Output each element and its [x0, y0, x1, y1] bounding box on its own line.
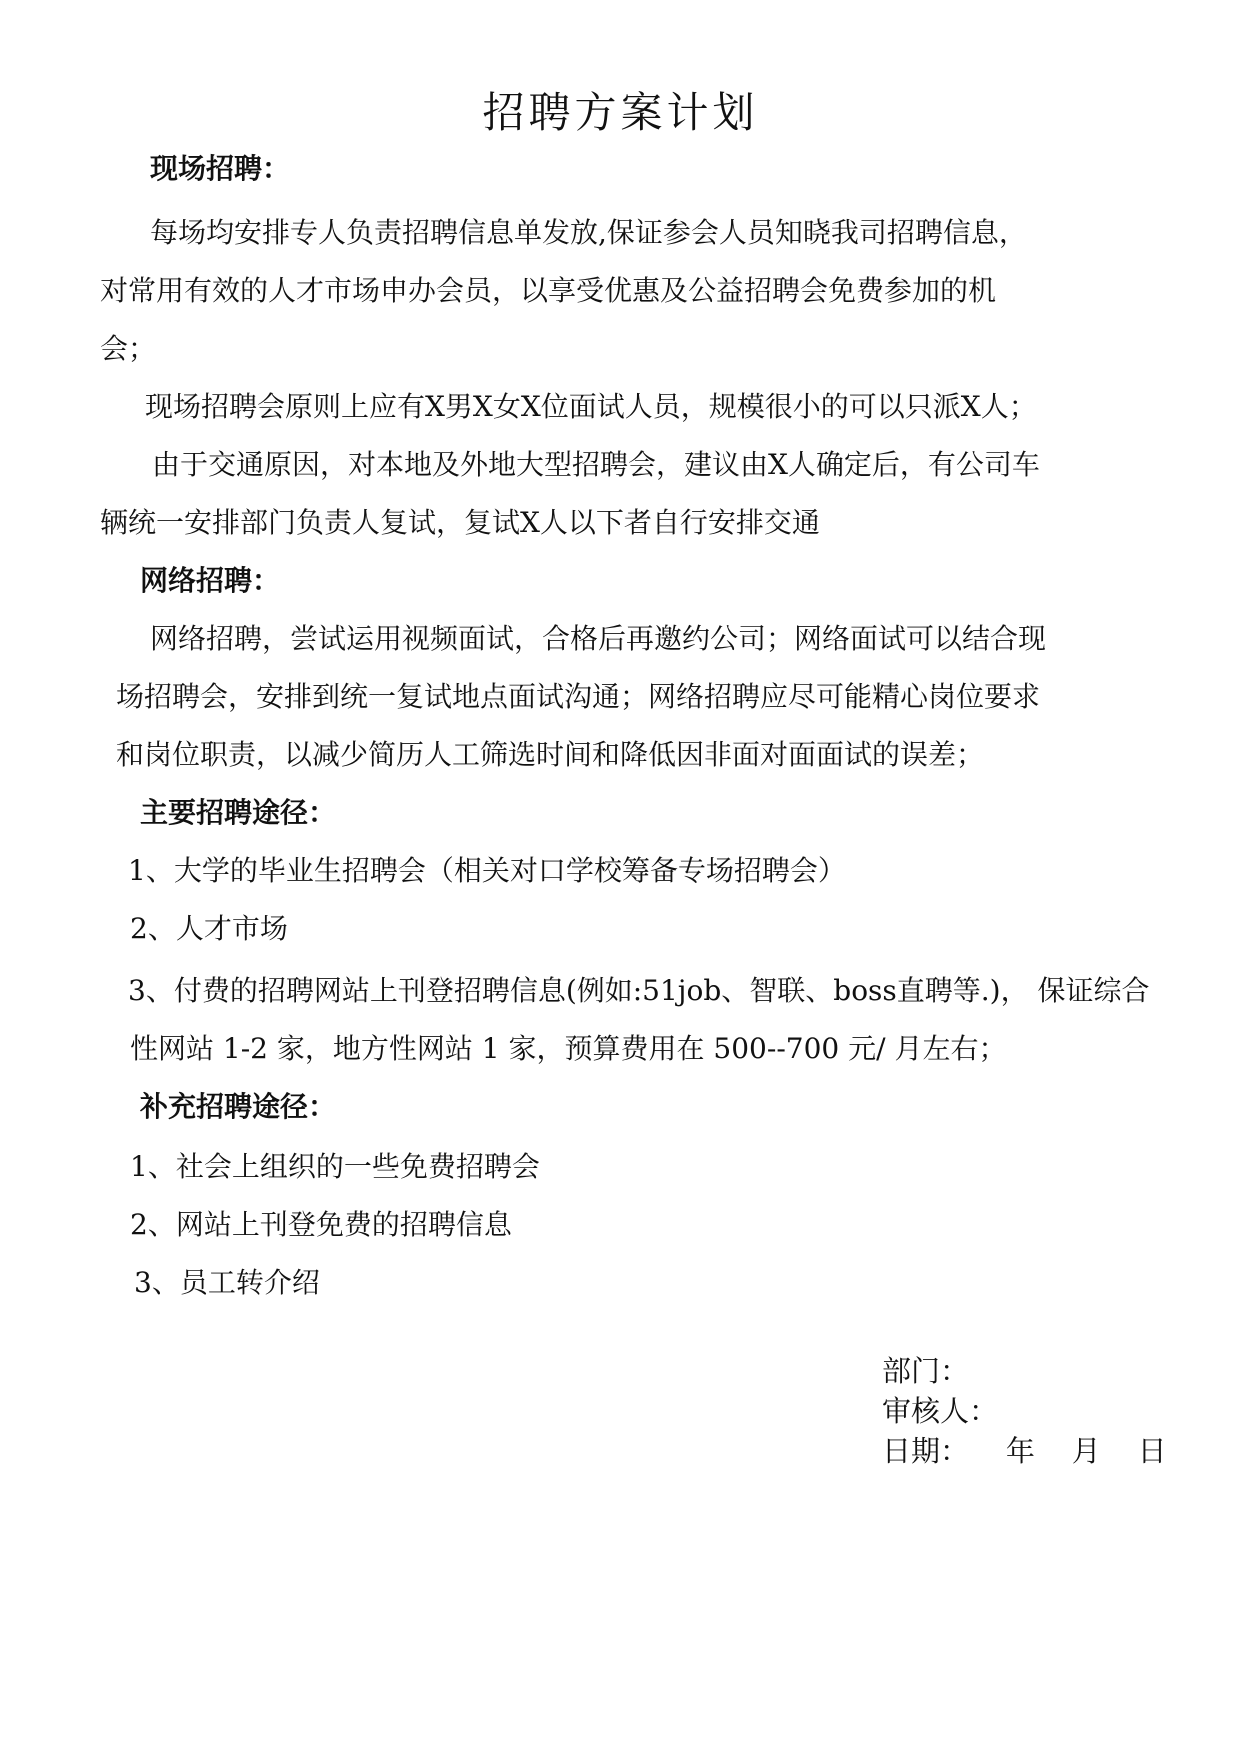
onsite-para2: 现场招聘会原则上应有X男X女X位面试人员，规模很小的可以只派X人；: [145, 390, 1037, 423]
online-para-line2: 场招聘会，安排到统一复试地点面试沟通；网络招聘应尽可能精心岗位要求: [116, 680, 1041, 713]
online-heading: 网络招聘：: [140, 564, 281, 597]
onsite-heading: 现场招聘：: [150, 152, 291, 185]
extra-channels-heading: 补充招聘途径：: [140, 1090, 337, 1123]
online-para-line1: 网络招聘，尝试运用视频面试，合格后再邀约公司；网络面试可以结合现: [150, 622, 1047, 655]
signature-reviewer: 审核人：: [882, 1394, 999, 1428]
onsite-para3-line1: 由于交通原因，对本地及外地大型招聘会，建议由X人确定后，有公司车: [152, 448, 1040, 481]
onsite-para1-line2: 对常用有效的人才市场申办会员，以享受优惠及公益招聘会免费参加的机: [100, 274, 997, 307]
page-title: 招聘方案计划: [482, 88, 759, 137]
main-channel-item-3-line2: 性网站 1-2 家，地方性网站 1 家，预算费用在 500--700 元/ 月左右；: [130, 1032, 1007, 1065]
onsite-para3-line2: 辆统一安排部门负责人复试，复试X人以下者自行安排交通: [100, 506, 820, 539]
signature-department: 部门：: [882, 1354, 970, 1388]
extra-channel-item-1: 1、社会上组织的一些免费招聘会: [130, 1150, 540, 1183]
main-channel-item-2: 2、人才市场: [130, 912, 288, 945]
extra-channel-item-3: 3、员工转介绍: [134, 1266, 320, 1299]
onsite-para1-line1: 每场均安排专人负责招聘信息单发放,保证参会人员知晓我司招聘信息，: [150, 216, 1027, 249]
online-para-line3: 和岗位职责，以减少简历人工筛选时间和降低因非面对面面试的误差；: [116, 738, 985, 771]
extra-channel-item-2: 2、网站上刊登免费的招聘信息: [130, 1208, 512, 1241]
main-channel-item-3-line1: 3、付费的招聘网站上刊登招聘信息(例如:51job、智联、boss直聘等.)， 保证综合: [128, 974, 1150, 1007]
onsite-para1-line3: 会；: [100, 332, 157, 365]
signature-date: 日期： 年 月 日: [882, 1434, 1167, 1468]
main-channels-heading: 主要招聘途径：: [140, 796, 337, 829]
main-channel-item-1: 1、大学的毕业生招聘会（相关对口学校筹备专场招聘会）: [128, 854, 846, 887]
